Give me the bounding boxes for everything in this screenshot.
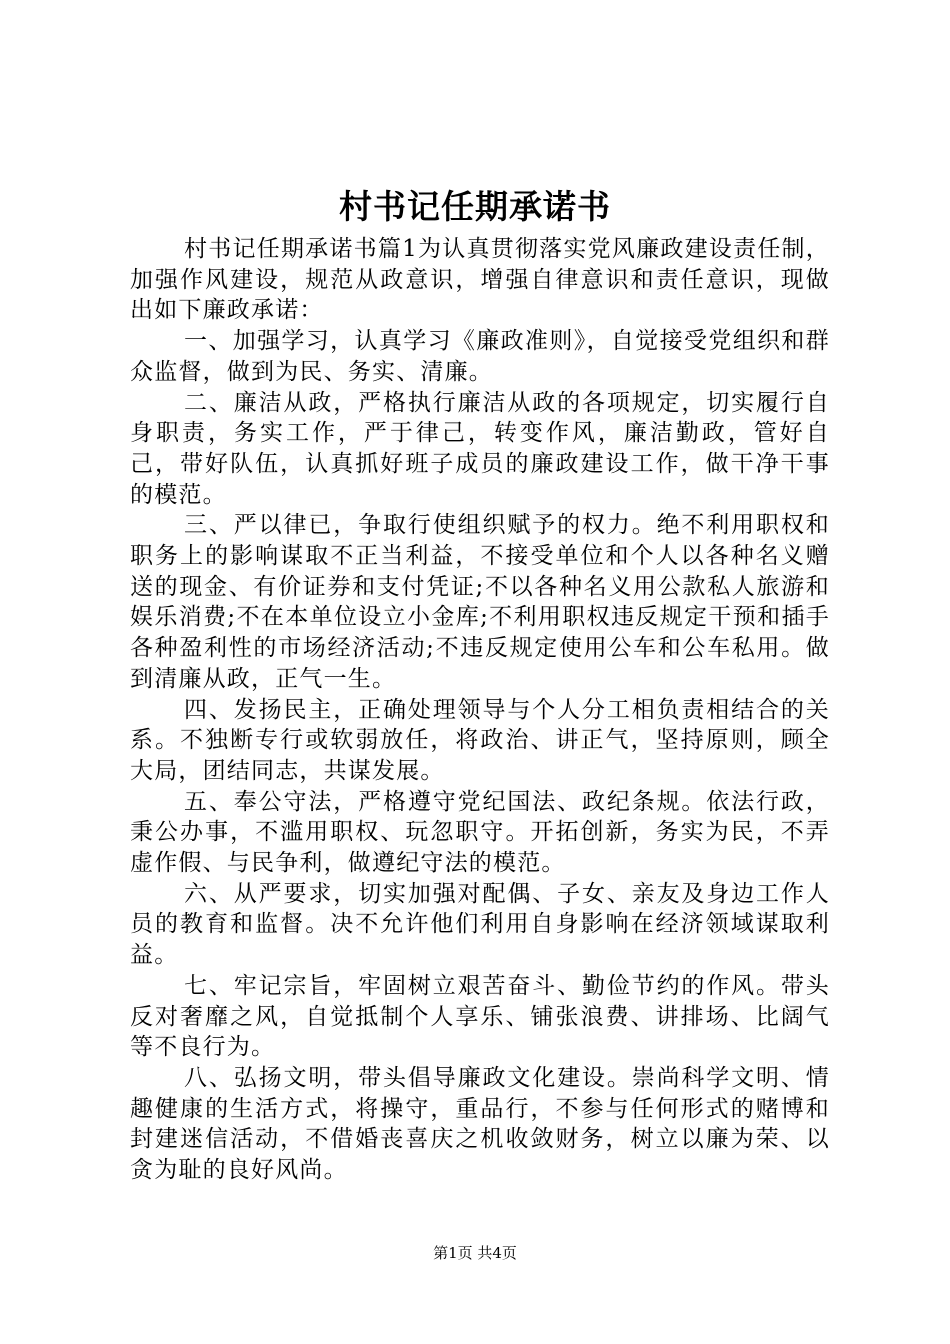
document-title: 村书记任期承诺书 xyxy=(339,187,611,226)
paragraph-8: 八、弘扬文明，带头倡导廉政文化建设。崇尚科学文明、情趣健康的生活方式，将操守，重品行，不参与任何形式的赌博和封建迷信活动，不借婚丧喜庆之机收敛财务，树立以廉为荣、以贪为耻的良好风尚。 xyxy=(130,1064,830,1184)
paragraph-1: 一、加强学习，认真学习《廉政准则》，自觉接受党组织和群众监督，做到为民、务实、清廉。 xyxy=(130,328,830,385)
paragraph-6: 六、从严要求，切实加强对配偶、子女、亲友及身边工作人员的教育和监督。决不允许他们利用自身影响在经济领域谋取利益。 xyxy=(130,880,830,969)
paragraph-5: 五、奉公守法，严格遵守党纪国法、政纪条规。依法行政，秉公办事，不滥用职权、玩忽职守。开拓创新，务实为民，不弄虚作假、与民争利，做遵纪守法的模范。 xyxy=(130,788,830,877)
page-footer: 第1页 共4页 xyxy=(433,1244,517,1262)
paragraph-2: 二、廉洁从政，严格执行廉洁从政的各项规定，切实履行自身职责，务实工作，严于律己，转变作风，廉洁勤政，管好自己，带好队伍，认真抓好班子成员的廉政建设工作，做干净干事的模范。 xyxy=(130,389,830,508)
paragraph-4: 四、发扬民主，正确处理领导与个人分工相负责相结合的关系。不独断专行或软弱放任，将政治、讲正气，坚持原则，顾全大局，团结同志，共谋发展。 xyxy=(130,696,830,784)
paragraph-3: 三、严以律已，争取行使组织赋予的权力。绝不利用职权和职务上的影响谋取不正当利益，不接受单位和个人以各种名义赠送的现金、有价证券和支付凭证;不以各种名义用公款私人旅游和娱乐消费;不在本单位设立小金库;不利用职权违反规定干预和插手各种盈利性的市场经济活动;不违反规定使用公车和公车私用。做到清廉从政，正气一生。 xyxy=(130,512,830,692)
paragraph-7: 七、牢记宗旨，牢固树立艰苦奋斗、勤俭节约的作风。带头反对奢靡之风，自觉抵制个人享乐、铺张浪费、讲排场、比阔气等不良行为。 xyxy=(130,972,830,1061)
paragraph-intro: 村书记任期承诺书篇1为认真贯彻落实党风廉政建设责任制，加强作风建设，规范从政意识，增强自律意识和责任意识，现做出如下廉政承诺： xyxy=(130,236,830,324)
document-body xyxy=(130,234,830,1186)
